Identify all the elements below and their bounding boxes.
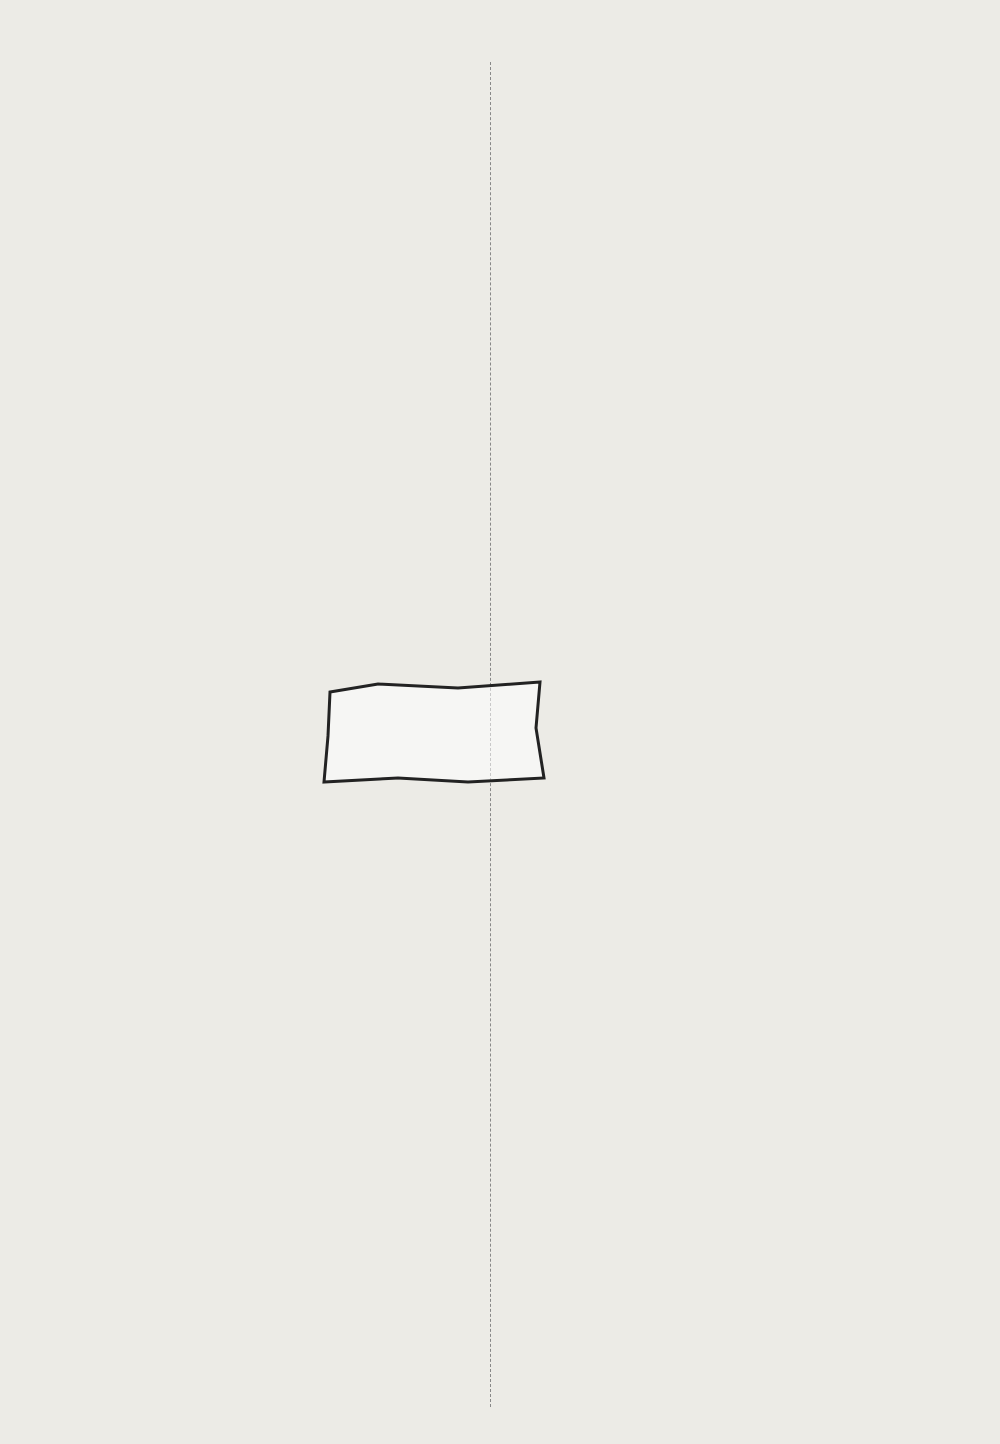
translation-grid (548, 380, 838, 520)
site-watermark (872, 1388, 998, 1442)
stamp-watermark (318, 678, 548, 786)
three-view-grid (548, 263, 788, 345)
tree-planting-bar-chart (515, 950, 835, 1175)
